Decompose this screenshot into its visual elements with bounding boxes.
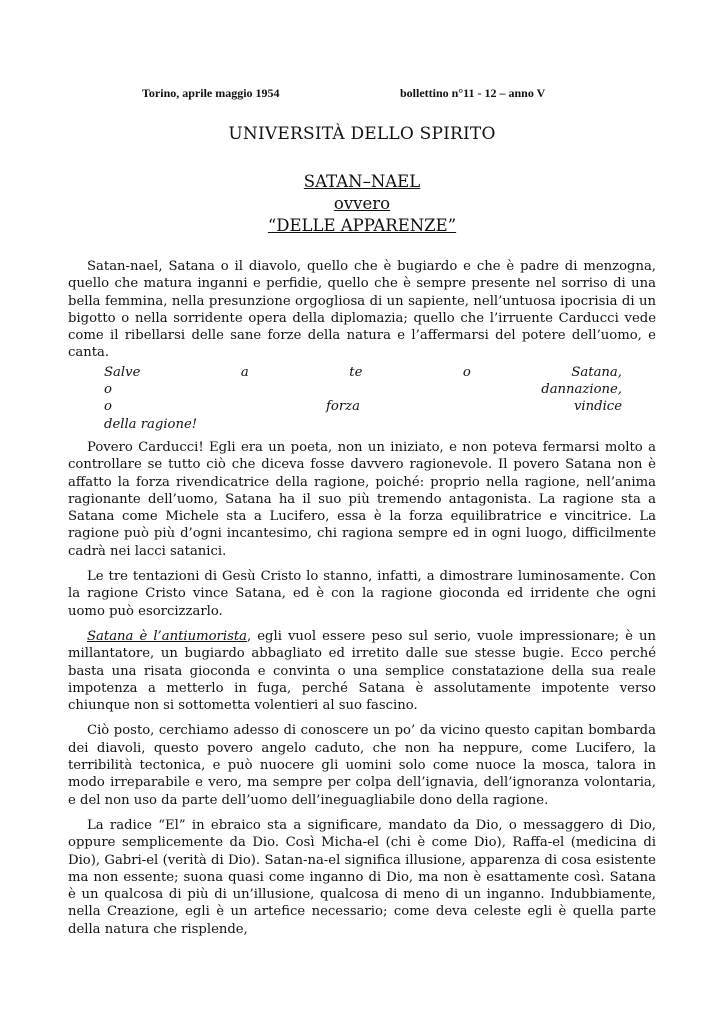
poem-line: Salve a te o Satana, (104, 364, 622, 380)
article-body (68, 258, 656, 938)
subtitle-delle-apparenze: “DELLE APPARENZE” (267, 216, 457, 235)
paragraph: Povero Carducci! Egli era un poeta, non un iniziato, e non poteva fermarsi molto a controllare se tutto ciò che diceva fosse davvero ragionevole. Il povero Satana non è affatto la forza rivendicatrice della ragione, poiché: proprio nella ragione, nell’anima ragionante dell’uomo, Satana ha il suo più tremendo antagonista. La ragione sta a Satana come Michele sta a Lucifero, essa è la forza equilibratrice e vincitrice. La ragione può più d’ogni incantesimo, chi ragiona sempre ed in ogni luogo, difficilmente cadrà nei lacci satanici. (68, 439, 656, 559)
paragraph: Ciò posto, cerchiamo adesso di conoscere un po’ da vicino questo capitan bombarda dei diavoli, questo povero angelo caduto, che non ha neppure, come Lucifero, la terribilità tectonica, e può nuocere gli uomini solo come nuoce la mosca, talora in modo irreparabile e vero, ma sempre per colpa dell’ignavia, dell’ignoranza volontaria, e del non uso da parte dell’uomo dell’ineguagliabile dono della ragione. (68, 723, 656, 808)
paragraph: Le tre tentazioni di Gesù Cristo lo stanno, infatti, a dimostrare luminosamente. Con la ragione Cristo vince Satana, ed è con la ragione gioconda ed irridente che ogni uomo può esorcizzarlo. (68, 569, 656, 619)
poem-line: della ragione! (104, 416, 198, 432)
header-bulletin-number: bollettino n°11 - 12 – anno V (400, 86, 546, 100)
title-block (0, 121, 724, 237)
underlined-phrase: Satana è l’antiumorista (87, 628, 247, 644)
poem-quote (104, 364, 622, 433)
subtitle-satan-nael: SATAN–NAEL (303, 172, 421, 191)
subtitle-ovvero: ovvero (333, 194, 391, 213)
poem-line: o dannazione, (104, 382, 622, 398)
paragraph: La radice “El” in ebraico sta a significare, mandato da Dio, o messaggero di Dio, oppure semplicemente da Dio. Così Micha-el (chi è come Dio), Raffa-el (medicina di Dio), Gabri-el (verità di Dio). Satan-na-el significa illusione, apparenza di cosa esistente ma non essente; suona quasi come inganno di Dio, ma non è esattamente così. Satana è un qualcosa di più di un’illusione, qualcosa di meno di un inganno. Indubbiamente, nella Creazione, egli è un artefice necessario; come deva celeste egli è quella parte della natura che risplende, (68, 817, 656, 937)
header-place-date: Torino, aprile maggio 1954 (142, 86, 280, 100)
poem-line: o forza vindice (104, 399, 622, 415)
paragraph: Satana è l’antiumorista, egli vuol essere peso sul serio, vuole impressionare; è un millantatore, un bugiardo abbagliato ed irretito dalle sue stesse bugie. Ecco perché basta una risata gioconda e convinta o una semplice constatazione della sua reale impotenza a metterlo in fuga, perché Satana è assolutamente impotente verso chiunque non si sottometta volentieri al suo fascino. (68, 628, 656, 714)
paragraph: Satan-nael, Satana o il diavolo, quello che è bugiardo e che è padre di menzogna, quello che matura inganni e perfidie, quello che è sempre presente nel sorriso di una bella femmina, nella presunzione orgogliosa di un sapiente, nell’untuosa ipocrisia di un bigotto o nella sorridente opera della diplomazia; quello che l’irruente Carducci vede come il ribellarsi delle sane forze della natura e l’affermarsi del potere dell’uomo, e canta. (68, 259, 656, 361)
main-title: UNIVERSITÀ DELLO SPIRITO (228, 124, 496, 144)
